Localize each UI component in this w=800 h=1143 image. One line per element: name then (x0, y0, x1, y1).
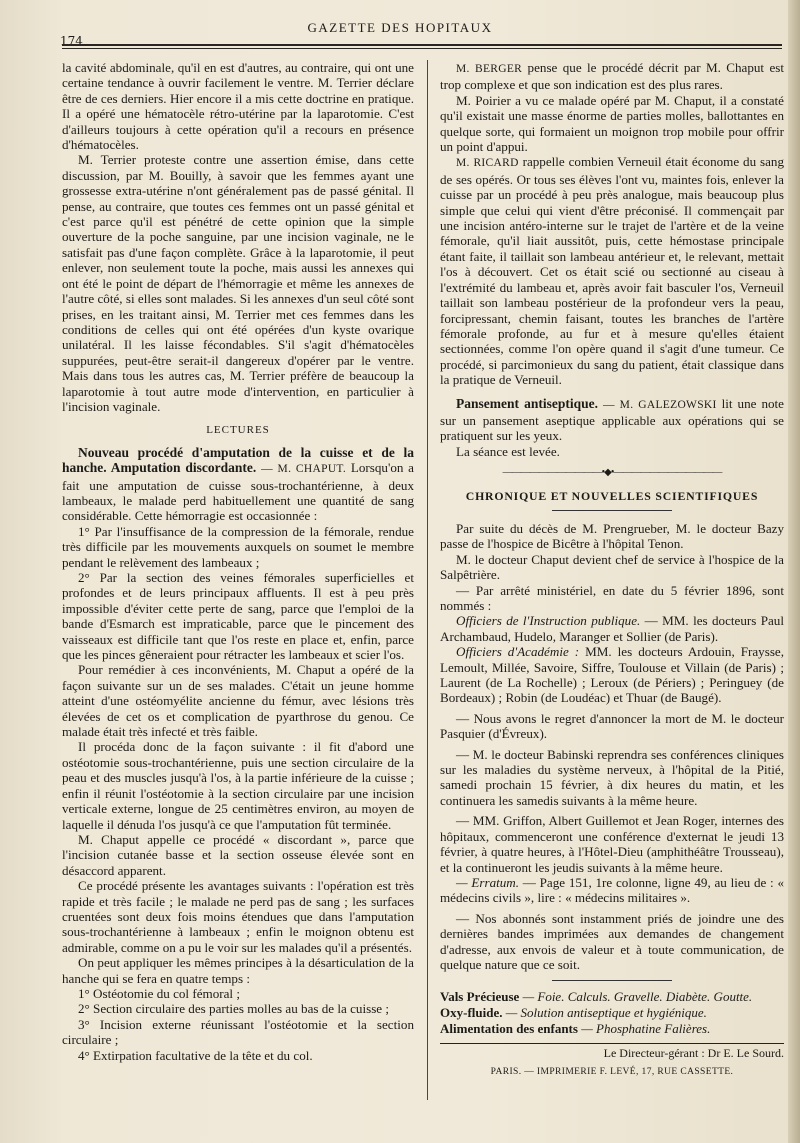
article-title: Pansement antiseptique. (456, 395, 598, 411)
list-item: 2° Section circulaire des parties molles au bas de la cuisse ; (78, 1001, 390, 1017)
header-rule-thin (62, 48, 782, 49)
left-column (62, 60, 414, 1063)
news-item: — Nous avons le regret d'annoncer la mort de M. le docteur Pasquier (d'Évreux). (440, 710, 784, 742)
article-lead (62, 445, 414, 524)
ad-name: Vals Précieuse (440, 989, 520, 1005)
news-item: M. le docteur Chaput devient chef de service à l'hospice de la Salpêtrière. (440, 551, 784, 583)
paragraph: Il procéda donc de la façon suivante : il fit d'abord une ostéotomie sous-trochantérienne, puis une section circulaire de la peau et des muscles jusqu'à l'os, à la partie inférieure de la cuisse ; enfin il réunit l'ostéotomie à la section circulaire par une incision verticale externe, longue de 25 centimètres environ, au moyen de laquelle il dénuda l'os jusqu'à ce que l'amputation fût terminée. (62, 739, 414, 832)
paragraph: M. Poirier a vu ce malade opéré par M. Chaput, il a constaté qu'il existait une masse énorme de parties molles, ballottantes en quelque sorte, qui formaient un moignon trop mobile pour offrir un point d'appui. (440, 92, 784, 155)
director-signature: Le Directeur-gérant : Dr E. Le Sourd. (603, 1045, 784, 1060)
advertisement (440, 1005, 784, 1021)
paragraph: Pour remédier à ces inconvénients, M. Chaput a opéré de la façon suivante sur un de ses malades. C'était un jeune homme atteint d'une ostéomyélite ancienne du fémur, avec lésions très élevées de cet os et complication de pyarthrose du genou. Ce malade était très infecté et très faible. (62, 662, 414, 740)
paragraph: Ce procédé présente les avantages suivants : l'opération est très rapide et très facile ; le malade ne perd pas de sang ; les surfaces cruentées sont deux fois moins étendues que dans l'amputation sous-trochantérienne à lambeaux ; enfin le moignon obtenu est admirable, comme on a pu le voir sur les malades qu'il a présentés. (62, 878, 414, 955)
list-item: 1° Par l'insuffisance de la compression de la fémorale, rendue très difficile par les mouvements auxquels on soumet le membre pendant le relèvement des lambeaux ; (62, 523, 414, 570)
news-item: — Par arrêté ministériel, en date du 5 février 1896, sont nommés : (440, 582, 784, 613)
printer-imprint: PARIS. — IMPRIMERIE F. LEVÉ, 17, RUE CASSETTE. (490, 1067, 734, 1078)
article-author: — M. CHAPUT. (261, 463, 347, 476)
article-author: — M. GALEZOWSKI (602, 398, 717, 411)
speaker-name: M. BERGER (456, 63, 523, 75)
news-text: — Page 151, 1re colonne, ligne 49, au lieu de : « médecins civils », lire : « médecins militaires ». (440, 874, 784, 906)
list-item: 4° Extirpation facultative de la tête et du col. (78, 1047, 313, 1063)
ads-rule (552, 980, 672, 981)
news-item: — M. le docteur Babinski reprendra ses conférences cliniques sur les maladies du système nerveux, à l'hôpital de la Pitié, samedi prochain 15 février, à dix heures du matin, et les continuera les samedis suivants à la même heure. (440, 746, 784, 808)
paragraph-text: pense que le procédé décrit par M. Chaput est trop complexe et que son indication est des plus rares. (440, 60, 784, 93)
paragraph-text: lit une note sur un pansement aseptique applicable aux opérations qui se pratiquent sur les yeux. (440, 395, 784, 444)
news-item (440, 644, 784, 706)
news-label: Officiers de l'Instruction publique. (456, 613, 641, 629)
chronique-heading: CHRONIQUE ET NOUVELLES SCIENTIFIQUES (465, 488, 759, 503)
news-item: — Nos abonnés sont instamment priés de joindre une des dernières bandes imprimées aux demandes de changement d'adresse, aux envois de valeur et à toute communication, de quelque nature que ce soit. (440, 910, 784, 972)
ad-name: Oxy-fluide. (440, 1005, 503, 1021)
list-item: 1° Ostéotomie du col fémoral ; (78, 985, 240, 1001)
paragraph (440, 396, 784, 444)
ad-name: Alimentation des enfants (440, 1020, 578, 1036)
advertisement (440, 989, 784, 1005)
right-column (440, 60, 784, 1081)
lectures-heading: LECTURES (206, 424, 270, 437)
paragraph: M. Terrier proteste contre une assertion émise, dans cette discussion, par M. Bouilly, à savoir que les femmes ayant une grossesse extra-utérine n'ont généralement pas de passé génital. Il pense, au contraire, que toutes ces femmes ont un passé génital et c'est parce qu'il est pénétré de cette opinion que la simple ouverture de la poche sanguine, par une incision vaginale, ne le satisfait pas d'une façon complète. Grâce à la laparotomie, il peut enlever, non seulement toute la poche, mais aussi les annexes qui ont été le point de départ de l'hémorragie et même les annexes de l'autre côté, si elles sont malades. Si les annexes d'un seul côté sont prises, en les traitant ainsi, M. Terrier met ces femmes dans les conditions de celles qui ont été opérées d'un kyste ovarique unilatéral. Il les laisse fécondables. S'il s'agit d'hématocèles suppurées, peut-être serait-il dangereux d'opérer par le ventre. Mais dans tous les autres cas, M. Terrier préfère de beaucoup la laparotomie à tout autre mode d'intervention, en particulier à l'incision vaginale. (62, 152, 414, 414)
article-intro: Lorsqu'on a fait une amputation de cuisse sous-trochantérienne, à deux lambeaux, le malade perd habituellement une quantité de sang considérable. Cette hémorragie est occasionnée : (62, 460, 414, 524)
news-item: Par suite du décès de M. Prengrueber, M. le docteur Bazy passe de l'hospice de Bicêtre à l'hôpital Tenon. (440, 520, 784, 552)
page-spine (788, 0, 800, 1143)
section-ornament: ———————————•◆•———————————— (502, 467, 722, 479)
paragraph: la cavité abdominale, qu'il en est d'autres, au contraire, qui ont une certaine tendance à ouvrir facilement le ventre. M. Terrier déclare être de ces derniers. Hier encore il a mis cette doctrine en pratique. Il a opéré une hématocèle rétro-utérine par la laparotomie. C'est d'ailleurs toujours à cette opération qu'il a recours en présence d'hématocèles. (62, 60, 414, 153)
news-text: — MM. les docteurs Paul Archambaud, Hudelo, Maranger et Sollier (de Paris). (440, 613, 784, 644)
running-title: GAZETTE DES HOPITAUX (307, 20, 493, 35)
ad-text: — Solution antiseptique et hygiénique. (505, 1005, 707, 1021)
ad-text: — Foie. Calculs. Gravelle. Diabète. Goutte. (522, 989, 753, 1005)
paragraph-text: rappelle combien Verneuil était économe du sang de ses opérés. Or tous ses élèves l'ont vu, maintes fois, enlever la cuisse par un procédé à peu près analogue, mais beaucoup plus simple que celui qui vient d'être préconisé. Il commençait par une incision antéro-interne sur le trajet de l'artère et de la veine fémorale, qu'il liait aussitôt, puis, cette hémostase principale étant faite, il taillait son lambeau antérieur et, le relevant, mettait l'os à découvert. Cet os était scié ou sectionné au ciseau à l'extrémité du lambeau et, après avoir fait basculer l'os, Verneuil taillait son lambeau postérieur de la profondeur vers la peau, forcipressant, chemin faisant, toutes les branches de l'artère fémorale profonde, au fur et à mesure qu'elles étaient sectionnées, comme l'on opère quand il s'agit d'une tumeur. Ce procédé, si parcimonieux du sang du patient, était classique dans la pratique de Verneuil. (440, 154, 784, 388)
ad-text: — Phosphatine Falières. (581, 1020, 711, 1036)
news-item: — MM. Griffon, Albert Guillemot et Jean Roger, internes des hôpitaux, commenceront une conférence d'externat le jeudi 13 février, à quatre heures, à l'Hôtel-Dieu (amphithéâtre Trousseau), et la continueront les jeudis suivants à la même heure. (440, 813, 784, 875)
article-title: Nouveau procédé d'amputation de la cuisse et de la hanche. Amputation discordante. (62, 444, 414, 476)
heading-rule (552, 510, 672, 511)
news-label: — Erratum. (456, 874, 520, 890)
news-item (440, 613, 784, 644)
page-number: 174 (60, 34, 83, 48)
signature-rule (440, 1043, 784, 1044)
list-item: 3° Incision externe réunissant l'ostéotomie et la section circulaire ; (62, 1016, 414, 1048)
paragraph (440, 60, 784, 93)
paragraph: M. Chaput appelle ce procédé « discordant », parce que l'incision cutanée basse et la section osseuse élevée sont en désaccord apparent. (62, 831, 414, 878)
column-divider (427, 60, 428, 1100)
speaker-name: M. RICARD (456, 157, 519, 170)
header-rule-thick (62, 44, 782, 46)
news-label: Officiers d'Académie : (456, 644, 580, 660)
paragraph (440, 154, 784, 387)
news-text: MM. les docteurs Ardouin, Fraysse, Lemoult, Millée, Savoire, Siffre, Toulouse et Villain (de Paris) ; Laurent (de La Rochelle) ; Leroux (de Périers) ; Peringuey (de Bordeaux) ; Robin (de Loudéac) et Thuar (de Baugé). (440, 644, 784, 706)
news-item (440, 875, 784, 906)
paragraph: La séance est levée. (456, 443, 560, 459)
paragraph: On peut appliquer les mêmes principes à la désarticulation de la hanche qui se fera en quatre temps : (62, 955, 414, 986)
advertisement (440, 1021, 784, 1037)
list-item: 2° Par la section des veines fémorales superficielles et profondes et de leurs principaux affluents. Il est à peu près impossible d'éviter cette perte de sang, parce que l'emploi de la bande d'Esmarch est impraticable, parce que le pincement des vaisseaux est difficile tant que l'os reste en place et, enfin, parce que les pinces gêneraient pour rétracter les lambeaux et scier l'os. (62, 570, 414, 663)
